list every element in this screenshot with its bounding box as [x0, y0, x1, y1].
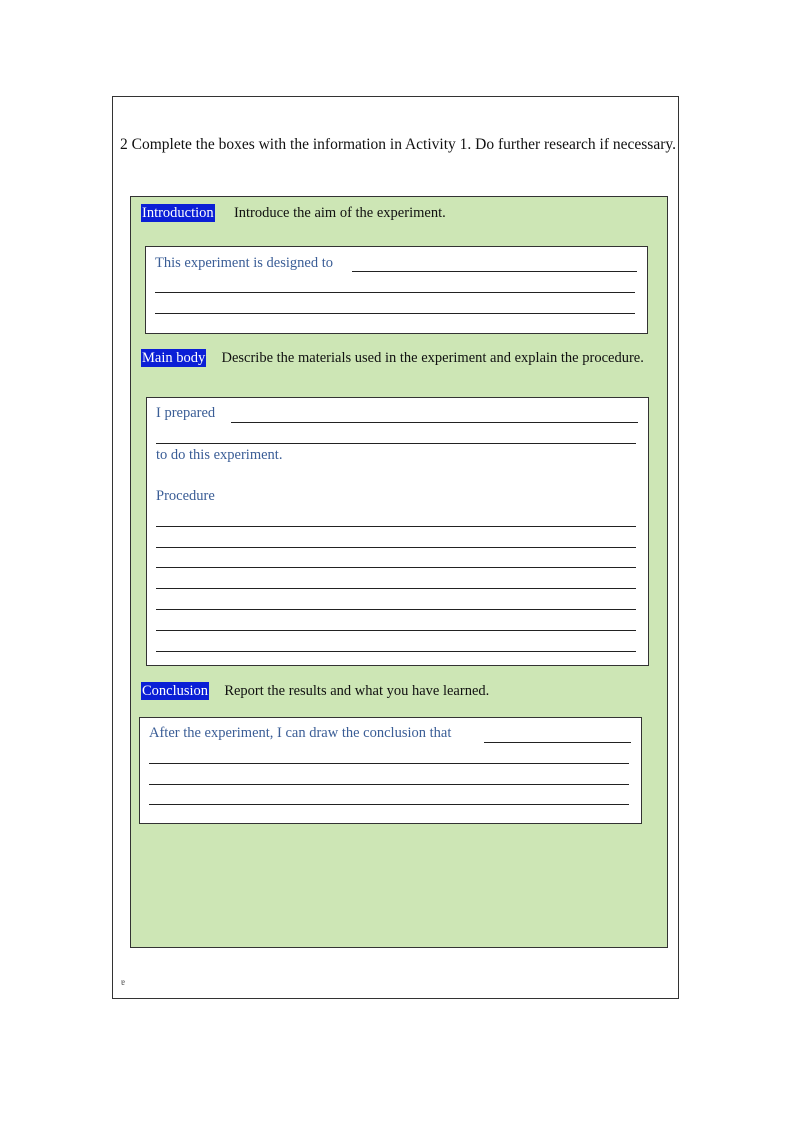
- main-body-heading: [141, 348, 659, 369]
- answer-line[interactable]: [156, 526, 636, 527]
- answer-line[interactable]: [231, 422, 638, 423]
- answer-line[interactable]: [352, 271, 637, 272]
- introduction-heading: [141, 203, 659, 224]
- answer-line[interactable]: [156, 588, 636, 589]
- answer-line[interactable]: [156, 547, 636, 548]
- introduction-prompt: This experiment is designed to: [155, 255, 333, 271]
- answer-line[interactable]: [156, 609, 636, 610]
- answer-line[interactable]: [149, 784, 629, 785]
- corner-mark: ɐ: [121, 977, 125, 987]
- answer-line[interactable]: [156, 443, 636, 444]
- conclusion-prompt: After the experiment, I can draw the conclusion that: [149, 725, 452, 741]
- conclusion-heading: [141, 681, 659, 702]
- procedure-label: Procedure: [156, 488, 215, 504]
- answer-line[interactable]: [156, 651, 636, 652]
- conclusion-box: [139, 717, 642, 824]
- introduction-tag: Introduction: [142, 205, 214, 221]
- introduction-box: [145, 246, 648, 334]
- writing-panel: [130, 196, 668, 948]
- introduction-instruction: Introduce the aim of the experiment.: [233, 205, 446, 221]
- answer-line[interactable]: [155, 313, 635, 314]
- to-do-text: to do this experiment.: [156, 447, 283, 463]
- conclusion-instruction: Report the results and what you have learned.: [224, 683, 490, 699]
- main-body-tag: Main body: [142, 350, 206, 366]
- worksheet-frame: [112, 96, 679, 999]
- main-body-box: [146, 397, 649, 666]
- answer-line[interactable]: [156, 567, 636, 568]
- answer-line[interactable]: [149, 804, 629, 805]
- conclusion-tag: Conclusion: [142, 683, 209, 699]
- answer-line[interactable]: [484, 742, 631, 743]
- answer-line[interactable]: [155, 292, 635, 293]
- main-body-instruction: Describe the materials used in the experiment and explain the procedure.: [221, 350, 644, 366]
- activity-instruction: 2 Complete the boxes with the information in Activity 1. Do further research if necessary.: [120, 136, 676, 153]
- answer-line[interactable]: [156, 630, 636, 631]
- prepared-prompt: I prepared: [156, 405, 216, 421]
- answer-line[interactable]: [149, 763, 629, 764]
